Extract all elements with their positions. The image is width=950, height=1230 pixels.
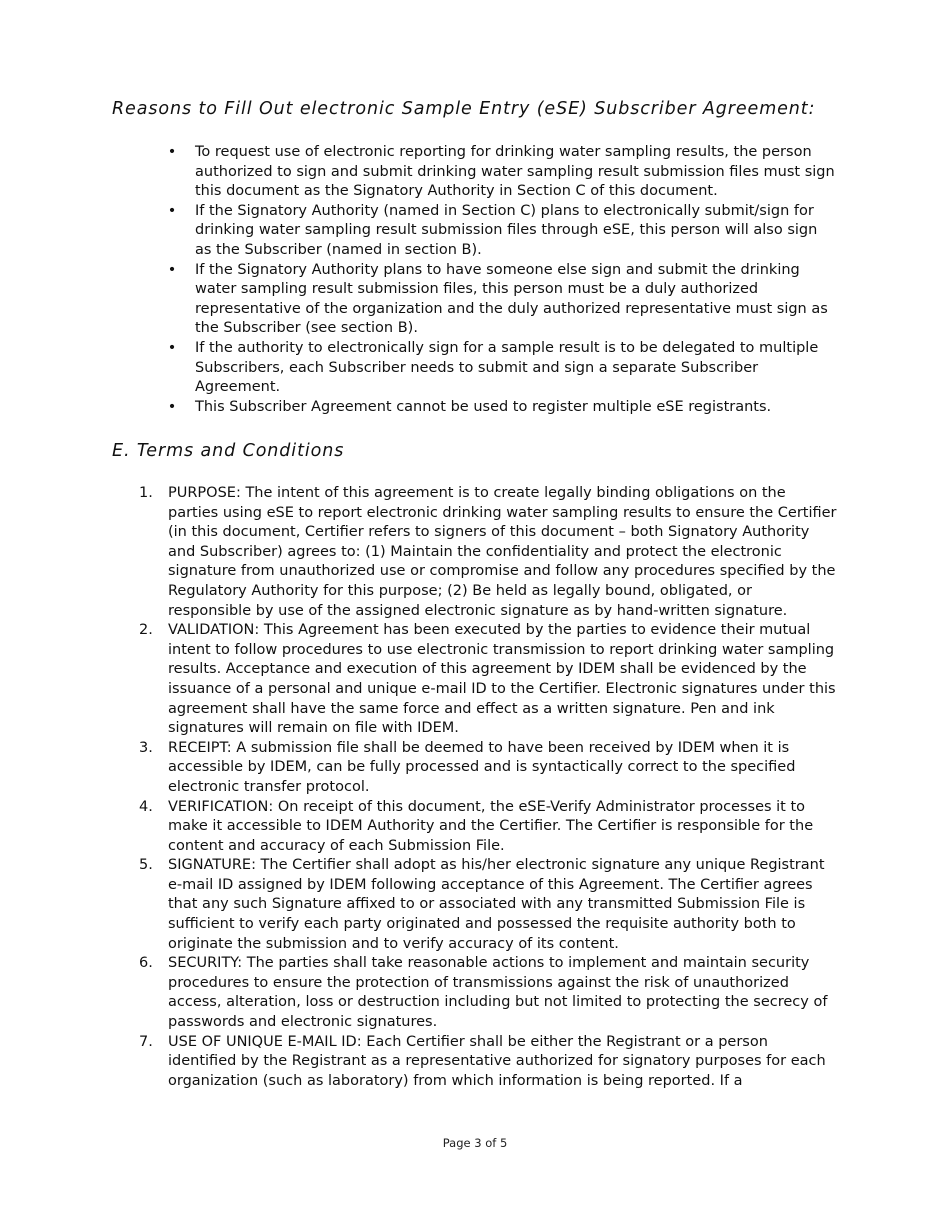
bullet-text: If the Signatory Authority plans to have someone else sign and submit the drinking water sampling result submission files, this person must be a duly authorized representative of the organization and the duly authorized representative must sign as the Subscriber (see section B). [195, 261, 828, 337]
item-text: SECURITY: The parties shall take reasonable actions to implement and maintain security procedures to ensure the protection of transmissions against the risk of unauthorized access, alteration, loss or destruction including but not limited to protecting the secrecy of passwords and electronic signatures. [168, 955, 828, 1031]
item-number: 4. [139, 798, 153, 815]
bullet-icon: • [167, 398, 177, 415]
bullet-text: This Subscriber Agreement cannot be used to register multiple eSE registrants. [195, 398, 772, 415]
list-item [166, 143, 836, 202]
item-text: VERIFICATION: On receipt of this document, the eSE-Verify Administrator processes it to make it accessible to IDEM Authority and the Certifier. The Certifier is responsible for the content and accuracy of each Submission File. [168, 798, 814, 854]
term-item-unique-email-id [139, 1033, 839, 1092]
item-text: USE OF UNIQUE E-MAIL ID: Each Certifier shall be either the Registrant or a person identified by the Registrant as a representative authorized for signatory purposes for each organization (such as laboratory) from which information is being reported. If a [168, 1033, 826, 1089]
bullet-text: If the Signatory Authority (named in Section C) plans to electronically submit/sign for drinking water sampling result submission files through eSE, this person will also sign as the Subscriber (named in section B). [195, 202, 818, 258]
term-item-receipt [139, 739, 839, 798]
term-item-security [139, 954, 839, 1032]
list-item [166, 202, 836, 261]
item-text: PURPOSE: The intent of this agreement is to create legally binding obligations on the parties using eSE to report electronic drinking water sampling results to ensure the Certifier (in this document, Certifier refers to signers of this document – both Signatory Authority and Subscriber) agrees to: (1) Maintain the confidentiality and protect the electronic signature from unauthorized use or compromise and follow any procedures specified by the Regulatory Authority for this purpose; (2) Be held as legally bound, obligated, or responsible by use of the assigned electronic signature as by hand-written signature. [168, 485, 837, 619]
bullet-icon: • [167, 339, 177, 356]
item-number: 3. [139, 739, 153, 756]
item-number: 1. [139, 485, 153, 501]
bullet-text: If the authority to electronically sign for a sample result is to be delegated to multiple Subscribers, each Subscriber needs to submit and sign a separate Subscriber Agreement. [195, 339, 819, 396]
list-item [166, 339, 836, 398]
bullet-icon: • [167, 144, 177, 160]
list-item [166, 261, 836, 339]
bullet-text: To request use of electronic reporting for drinking water sampling results, the person authorized to sign and submit drinking water sampling result submission files must sign this document as the Signatory Authority in Section C of this document. [195, 144, 835, 200]
term-item-validation [139, 621, 839, 739]
term-item-verification [139, 798, 839, 857]
item-text: RECEIPT: A submission file shall be deemed to have been received by IDEM when it is accessible by IDEM, can be fully processed and is syntactically correct to the specified electronic transfer protocol. [168, 739, 796, 795]
terms-heading: E. Terms and Conditions [112, 441, 345, 461]
bullet-icon: • [167, 202, 177, 219]
item-number: 6. [139, 955, 153, 972]
term-item-purpose [139, 484, 839, 621]
item-text: VALIDATION: This Agreement has been executed by the parties to evidence their mutual intent to follow procedures to use electronic transmission to report drinking water sampling results. Acceptance and execution of this agreement by IDEM shall be evidenced by the issuance of a personal and unique e-mail ID to the Certifier. Electronic signatures under this agreement shall have the same force and effect as a written signature. Pen and ink signatures will remain on file with IDEM. [168, 622, 836, 737]
page-number: Page 3 of 5 [442, 1136, 508, 1150]
item-number: 7. [139, 1033, 153, 1050]
reasons-bullet-list [166, 143, 836, 417]
list-item [166, 398, 836, 418]
item-number: 5. [139, 857, 153, 874]
reasons-heading: Reasons to Fill Out electronic Sample Entry (eSE) Subscriber Agreement: [112, 99, 816, 119]
item-number: 2. [139, 622, 153, 639]
bullet-icon: • [167, 261, 177, 278]
item-text: SIGNATURE: The Certifier shall adopt as his/her electronic signature any unique Registrant e-mail ID assigned by IDEM following acceptance of this Agreement. The Certifier agrees that any such Signature affixed to or associated with any transmitted Submission File is sufficient to verify each party originated and possessed the requisite authority both to originate the submission and to verify accuracy of its content. [168, 857, 825, 952]
term-item-signature [139, 856, 839, 954]
terms-numbered-list [139, 484, 839, 1091]
